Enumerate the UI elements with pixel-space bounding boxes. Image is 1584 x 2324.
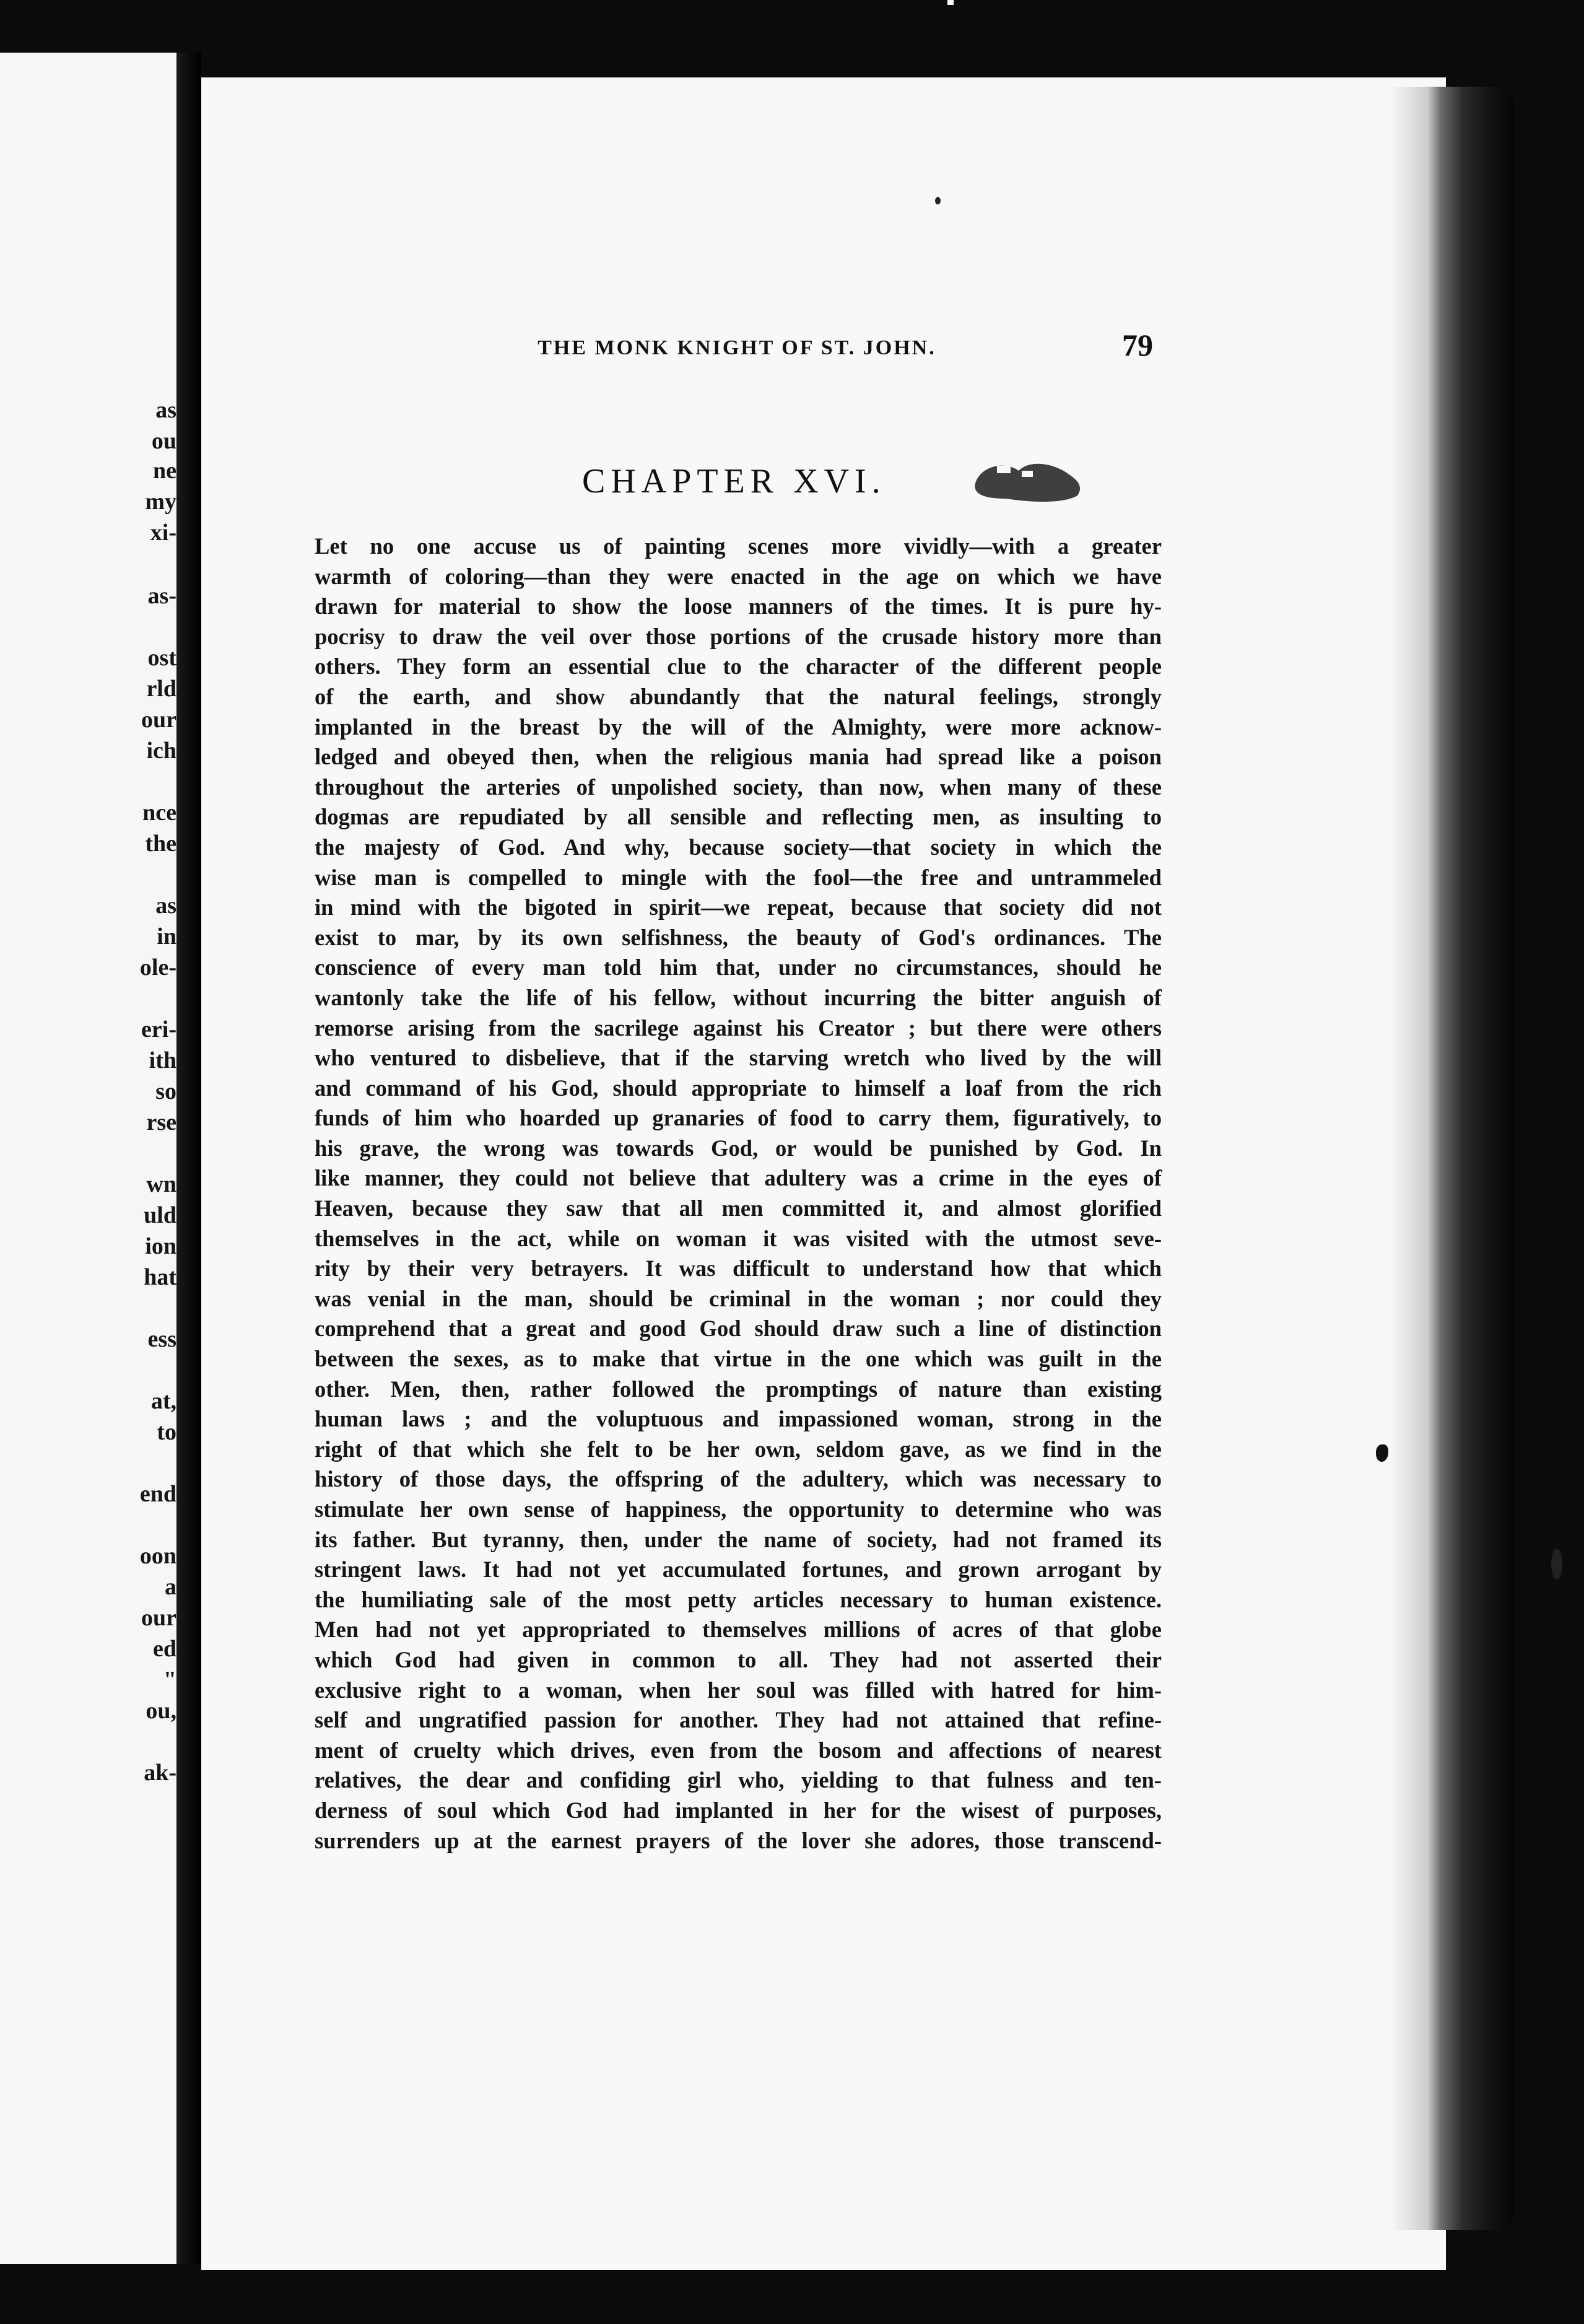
chapter-body xyxy=(315,531,1162,1856)
running-head: THE MONK KNIGHT OF ST. JOHN. xyxy=(537,336,936,359)
text-line: human laws ; and the voluptuous and impassioned woman, strong in the xyxy=(315,1406,1162,1432)
previous-page-fragment: the xyxy=(145,831,176,857)
text-line: pocrisy to draw the veil over those portions of the crusade history more than xyxy=(315,623,1162,649)
previous-page-fragment: ost xyxy=(147,645,176,671)
previous-page-fragment: wn xyxy=(146,1171,176,1197)
text-line: other. Men, then, rather followed the promptings of nature than existing xyxy=(315,1376,1162,1402)
text-line: remorse arising from the sacrilege against his Creator ; but there were others xyxy=(315,1015,1162,1041)
previous-page xyxy=(0,53,176,2264)
text-line: his grave, the wrong was towards God, or would be punished by God. In xyxy=(315,1135,1162,1161)
text-line: exist to mar, by its own selfishness, the beauty of God's ordinances. The xyxy=(315,924,1162,950)
previous-page-fragment: end xyxy=(139,1481,176,1507)
text-line: between the sexes, as to make that virtue in the one which was guilt in the xyxy=(315,1346,1162,1372)
previous-page-fragment: hat xyxy=(144,1264,176,1290)
text-line: the majesty of God. And why, because society—that society in which the xyxy=(315,834,1162,860)
previous-page-fragment: ou xyxy=(151,428,176,454)
text-line: conscience of every man told him that, under no circumstances, should he xyxy=(315,954,1162,981)
text-line: its father. But tyranny, then, under the name of society, had not framed its xyxy=(315,1526,1162,1552)
text-line: implanted in the breast by the will of the Almighty, were more acknow- xyxy=(315,714,1162,740)
text-line: Heaven, because they saw that all men committed it, and almost glorified xyxy=(315,1195,1162,1221)
previous-page-fragment: " xyxy=(163,1667,176,1693)
text-line: warmth of coloring—than they were enacted in the age on which we have xyxy=(315,563,1162,589)
previous-page-fragment: xi- xyxy=(150,520,176,546)
text-line: ment of cruelty which drives, even from the bosom and affections of nearest xyxy=(315,1737,1162,1763)
previous-page-fragment: ed xyxy=(153,1636,176,1662)
text-line: who ventured to disbelieve, that if the starving wretch who lived by the will xyxy=(315,1045,1162,1071)
text-line: comprehend that a great and good God should draw such a line of distinction xyxy=(315,1316,1162,1342)
book-gutter xyxy=(176,53,201,2264)
text-line: wise man is compelled to mingle with the fool—the free and untrammeled xyxy=(315,864,1162,890)
ink-speck xyxy=(935,197,941,204)
text-line: stringent laws. It had not yet accumulated fortunes, and grown arrogant by xyxy=(315,1557,1162,1583)
text-line: self and ungratified passion for another. They had not attained that refine- xyxy=(315,1707,1162,1733)
scan-mark xyxy=(947,0,954,5)
previous-page-fragment: ne xyxy=(153,458,176,484)
previous-page-fragment: ak- xyxy=(144,1760,176,1786)
previous-page-fragment: in xyxy=(157,924,176,950)
previous-page-fragment: to xyxy=(157,1419,176,1445)
page-edge xyxy=(1427,87,1514,2230)
chapter-title: CHAPTER XVI. xyxy=(582,462,886,500)
text-line: and command of his God, should appropriate to himself a loaf from the rich xyxy=(315,1075,1162,1101)
text-line: right of that which she felt to be her own, seldom gave, as we find in the xyxy=(315,1436,1162,1462)
text-line: exclusive right to a woman, when her soul was filled with hatred for him- xyxy=(315,1677,1162,1703)
previous-page-fragment: at, xyxy=(150,1388,176,1414)
previous-page-fragment: as- xyxy=(147,583,176,609)
text-line: funds of him who hoarded up granaries of food to carry them, figuratively, to xyxy=(315,1105,1162,1131)
text-line: derness of soul which God had implanted in her for the wisest of purposes, xyxy=(315,1797,1162,1823)
text-line: relatives, the dear and confiding girl who, yielding to that fulness and ten- xyxy=(315,1767,1162,1793)
previous-page-fragment: ole- xyxy=(139,954,176,981)
text-line: drawn for material to show the loose manners of the times. It is pure hy- xyxy=(315,593,1162,619)
ink-speck xyxy=(1551,1549,1562,1579)
text-line: which God had given in common to all. They had not asserted their xyxy=(315,1646,1162,1672)
library-stamp xyxy=(969,452,1087,508)
previous-page-fragment: ion xyxy=(145,1233,176,1259)
text-line: wantonly take the life of his fellow, without incurring the bitter anguish of xyxy=(315,984,1162,1010)
previous-page-fragment: ess xyxy=(147,1326,176,1352)
text-line: rity by their very betrayers. It was difficult to understand how that which xyxy=(315,1256,1162,1282)
previous-page-fragment: so xyxy=(155,1078,176,1104)
previous-page-fragment: eri- xyxy=(141,1016,176,1042)
text-line: in mind with the bigoted in spirit—we repeat, because that society did not xyxy=(315,894,1162,920)
text-line: was venial in the man, should be criminal in the woman ; nor could they xyxy=(315,1285,1162,1311)
previous-page-fragment: rse xyxy=(146,1109,176,1135)
previous-page-fragment: my xyxy=(145,489,176,515)
previous-page-fragment: nce xyxy=(142,800,176,826)
text-line: ledged and obeyed then, when the religious mania had spread like a poison xyxy=(315,744,1162,770)
previous-page-fragment: rld xyxy=(146,676,176,702)
previous-page-fragment: uld xyxy=(144,1202,176,1228)
page-shadow xyxy=(1390,87,1427,2230)
previous-page-fragment: as xyxy=(155,397,176,423)
text-line: Let no one accuse us of painting scenes more vividly—with a greater xyxy=(315,533,1162,559)
previous-page-fragment: our xyxy=(141,1605,176,1631)
text-line: Men had not yet appropriated to themselves millions of acres of that globe xyxy=(315,1617,1162,1643)
page-number: 79 xyxy=(1122,328,1153,362)
text-line: history of those days, the offspring of the adultery, which was necessary to xyxy=(315,1466,1162,1492)
previous-page-fragment: our xyxy=(141,707,176,733)
text-line: like manner, they could not believe that adultery was a crime in the eyes of xyxy=(315,1165,1162,1191)
text-line: others. They form an essential clue to the character of the different people xyxy=(315,653,1162,679)
text-line: stimulate her own sense of happiness, the opportunity to determine who was xyxy=(315,1496,1162,1522)
previous-page-fragment: as xyxy=(155,893,176,919)
previous-page-fragment: ith xyxy=(149,1047,176,1073)
previous-page-fragment: oon xyxy=(139,1543,176,1569)
text-line: surrenders up at the earnest prayers of the lover she adores, those transcend- xyxy=(315,1827,1162,1853)
text-line: themselves in the act, while on woman it was visited with the utmost seve- xyxy=(315,1225,1162,1251)
previous-page-fragment: ich xyxy=(146,738,176,764)
text-line: throughout the arteries of unpolished society, than now, when many of these xyxy=(315,774,1162,800)
text-line: of the earth, and show abundantly that the natural feelings, strongly xyxy=(315,683,1162,709)
previous-page-fragment: ou, xyxy=(146,1698,176,1724)
text-line: dogmas are repudiated by all sensible and reflecting men, as insulting to xyxy=(315,804,1162,830)
text-line: the humiliating sale of the most petty articles necessary to human existence. xyxy=(315,1586,1162,1612)
previous-page-fragment: a xyxy=(165,1574,176,1600)
